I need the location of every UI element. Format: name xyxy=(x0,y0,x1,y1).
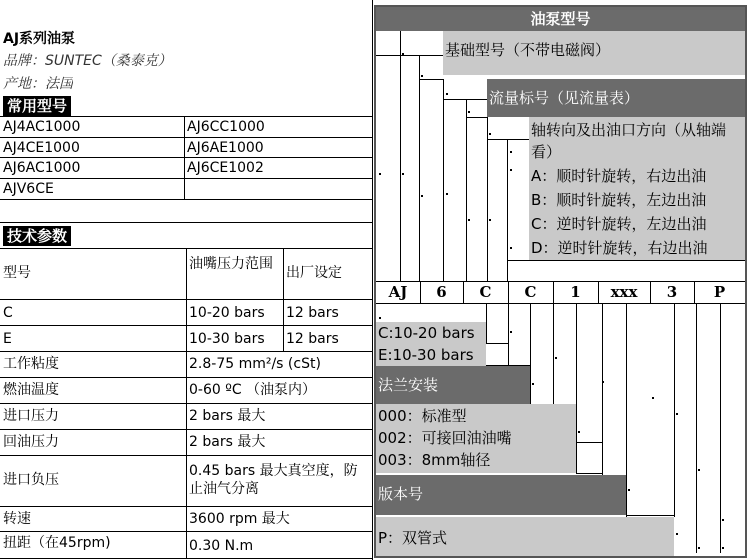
model-cell: AJ6AE1000 xyxy=(187,140,264,156)
spec-value: 2 bars 最大 xyxy=(189,434,266,450)
model-cell: AJ6CE1002 xyxy=(187,160,264,176)
pressure-option: E:10-30 bars xyxy=(378,346,474,364)
diagram-title: 油泵型号 xyxy=(376,7,745,31)
shaft-option: 002：可接回油油嘴 xyxy=(378,429,512,447)
base-model-box: 基础型号（不带电磁阀） xyxy=(443,31,745,75)
version-box: 版本号 xyxy=(376,475,626,515)
shaft-option: 000：标准型 xyxy=(378,407,467,425)
code-segment: AJ xyxy=(388,283,408,301)
shaft-options-box xyxy=(376,404,576,473)
code-segment: 3 xyxy=(666,283,678,301)
spec-col-header: 油嘴压力范围 xyxy=(189,256,273,272)
panel-border xyxy=(372,0,373,560)
spec-default: 12 bars xyxy=(286,331,339,347)
pipe-box: P：双管式 xyxy=(376,517,674,556)
pressure-option: C:10-20 bars xyxy=(378,324,475,342)
rotation-option: B：顺时针旋转，左边出油 xyxy=(531,191,707,209)
model-cell: AJV6CE xyxy=(3,181,54,197)
spec-value: 10-30 bars xyxy=(189,331,265,347)
rotation-title: 轴转向及出油口方向（从轴端看） xyxy=(531,121,727,161)
spec-value: 3600 rpm 最大 xyxy=(189,511,290,527)
code-segment: C xyxy=(524,283,537,301)
code-segment: C xyxy=(479,283,492,301)
model-cell: AJ6AC1000 xyxy=(3,160,81,176)
spec-value: 10-20 bars xyxy=(189,305,265,321)
flange-box: 法兰安装 xyxy=(376,366,530,404)
rotation-box xyxy=(529,117,745,260)
pressure-box xyxy=(376,322,486,366)
spec-label: 转速 xyxy=(3,511,31,527)
rotation-option: A：顺时针旋转，右边出油 xyxy=(531,167,707,185)
shaft-option: 003：8mm轴径 xyxy=(378,451,491,469)
spec-value: 2 bars 最大 xyxy=(189,408,266,424)
spec-label: C xyxy=(3,305,13,321)
rotation-option: C：逆时针旋转，左边出油 xyxy=(531,215,707,233)
spec-col-header: 出厂设定 xyxy=(286,265,342,281)
product-spec-panel xyxy=(0,0,373,560)
model-code-diagram xyxy=(374,5,747,558)
model-cell: AJ4AC1000 xyxy=(3,119,81,135)
model-cell: AJ6CC1000 xyxy=(187,119,265,135)
spec-col-header: 型号 xyxy=(3,265,31,281)
product-brand: 品牌：SUNTEC（桑泰克） xyxy=(3,53,172,69)
spec-label: 工作粘度 xyxy=(3,356,59,372)
model-cell: AJ4CE1000 xyxy=(3,140,80,156)
specs-header: 技术参数 xyxy=(3,226,71,246)
rotation-option: D：逆时针旋转，右边出油 xyxy=(531,239,708,257)
spec-label: E xyxy=(3,331,12,347)
spec-default: 12 bars xyxy=(286,305,339,321)
product-title: AJ系列油泵 xyxy=(3,31,76,47)
spec-label: 扭距（在45rpm) xyxy=(3,535,111,551)
flow-label-box: 流量标号（见流量表） xyxy=(487,79,745,117)
code-segment: 1 xyxy=(570,283,581,301)
models-header: 常用型号 xyxy=(3,96,71,116)
spec-value: 2.8-75 mm²/s (cSt) xyxy=(189,356,321,372)
spec-label: 燃油温度 xyxy=(3,382,59,398)
spec-value: 0.30 N.m xyxy=(189,538,254,554)
code-segment: P xyxy=(713,283,726,301)
spec-label: 进口压力 xyxy=(3,408,59,424)
code-segment: xxx xyxy=(610,283,638,301)
spec-label: 回油压力 xyxy=(3,434,59,450)
code-segment: 6 xyxy=(436,283,447,301)
spec-value: 0-60 ºC （油泵内） xyxy=(189,382,317,398)
spec-value: 0.45 bars 最大真空度，防止油气分离 xyxy=(189,463,358,497)
product-origin: 产地：法国 xyxy=(3,76,73,92)
spec-label: 进口负压 xyxy=(3,472,59,488)
